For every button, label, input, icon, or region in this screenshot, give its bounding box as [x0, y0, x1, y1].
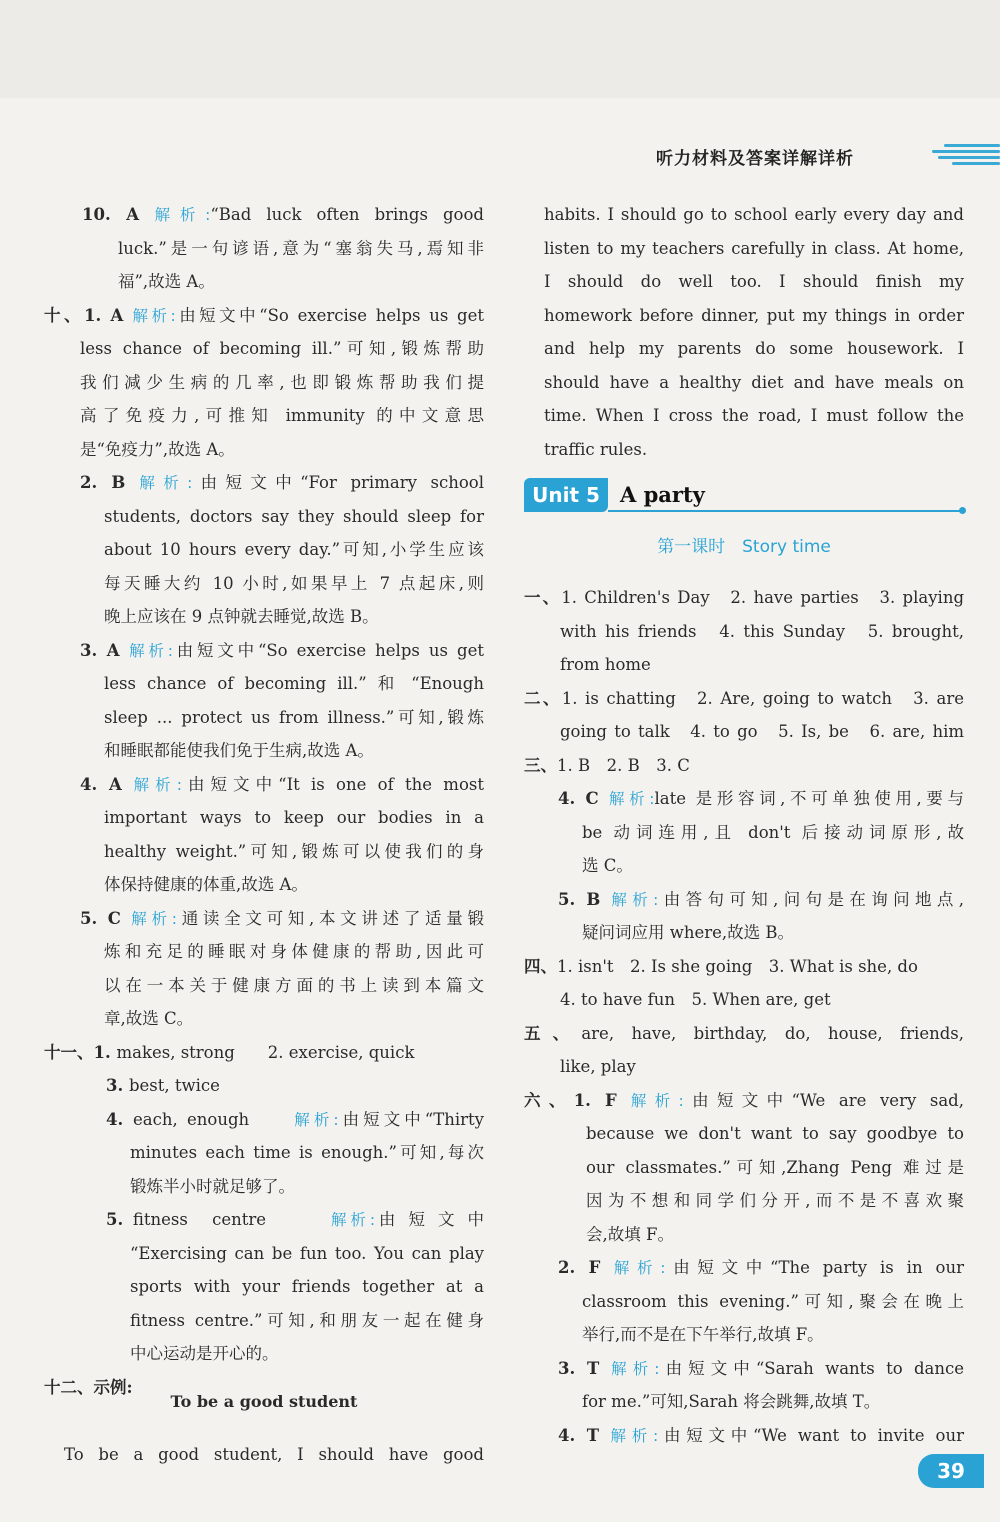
text-line [104, 935, 484, 969]
line-text: 由短文中“So exercise helps us get [172, 640, 484, 660]
line-text: 以在一本关于健康方面的书上读到本篇文 [104, 975, 484, 995]
line-text: 由短文中“We want to invite our [658, 1425, 965, 1445]
line-text: important ways to keep our bodies in a [104, 808, 484, 827]
analysis-label: 解析: [611, 890, 659, 909]
text-line [106, 1103, 484, 1137]
item-number: 3. [106, 1076, 129, 1095]
line-text: fitness centre.”可知,和朋友一起在健身 [130, 1310, 484, 1330]
line-text: late 是形容词,不可单独使用,要与 [654, 789, 964, 808]
text-line [544, 433, 964, 467]
line-text: 炼和充足的睡眠对身体健康的帮助,因此可 [104, 942, 484, 961]
analysis-label: 解析: [294, 1110, 339, 1129]
text-line [524, 682, 964, 716]
line-text: 章,故选 C。 [104, 1009, 194, 1028]
text-line [130, 1170, 484, 1204]
analysis-label: 解析: [133, 775, 182, 794]
line-text: 因为不想和同学们分开,而不是不喜欢聚 [586, 1191, 964, 1210]
text-line [558, 782, 964, 816]
line-text: 1. isn't 2. Is she going 3. What is she, do [557, 956, 918, 976]
text-line [80, 399, 484, 433]
analysis-label: 解析: [139, 474, 193, 492]
line-text: 由短文中“The party is in our [665, 1258, 964, 1277]
text-line [118, 265, 484, 299]
line-text: “Bad luck often brings good [210, 205, 484, 224]
text-line [104, 734, 484, 768]
line-text: with his friends 4. this Sunday 5. brought, [560, 621, 964, 641]
item-number: 2. B [80, 473, 140, 492]
line-text: 选 C。 [582, 856, 633, 875]
text-line [560, 615, 964, 649]
header-stripes-decoration [930, 140, 1000, 172]
text-line [104, 667, 484, 701]
line-text: like, play [560, 1057, 636, 1076]
text-line [104, 600, 484, 634]
text-line [104, 969, 484, 1003]
text-line [130, 1304, 484, 1338]
text-line [558, 1251, 964, 1285]
line-text: 锻炼半小时就足够了。 [130, 1176, 295, 1196]
lesson-title: 第一课时 Story time [657, 537, 831, 557]
line-text: should have a healthy diet and have meals on [544, 372, 964, 392]
analysis-label: 解析: [609, 790, 655, 808]
line-text: our classmates.”可知,Zhang Peng 难过是 [586, 1157, 964, 1177]
text-line [80, 768, 484, 802]
line-text: because we don't want to say goodbye to [586, 1124, 964, 1143]
text-line [80, 366, 484, 400]
text-line [104, 533, 484, 567]
line-text: 1. B 2. B 3. C [557, 755, 690, 775]
line-text: To be a good student, I should have good [64, 1444, 484, 1464]
analysis-label: 解析: [611, 1359, 660, 1378]
analysis-label: 解析: [132, 306, 176, 325]
item-number: 1. A [83, 305, 133, 325]
line-text: 福”,故选 A。 [118, 272, 215, 291]
text-line [586, 1218, 964, 1252]
line-text: 由短文中“It is one of the most [181, 774, 484, 794]
text-line [560, 1050, 964, 1084]
text-line [544, 332, 964, 366]
line-text: and help my parents do some housework. I [544, 339, 964, 358]
text-line [524, 749, 964, 783]
text-line [586, 1184, 964, 1218]
line-text: 由短文中“For primary school [192, 473, 484, 492]
section-marker: 六、 [524, 1090, 574, 1110]
text-line [80, 332, 484, 366]
text-line [582, 1285, 964, 1319]
line-text: best, twice [128, 1076, 220, 1095]
analysis-label: 解析: [610, 1426, 659, 1445]
item-number: 2. F [558, 1258, 614, 1277]
item-number: 3. A [80, 640, 130, 660]
section-marker: 四、 [524, 956, 557, 976]
line-text: homework before dinner, put my things in order [544, 305, 964, 325]
analysis-label: 解析: [131, 909, 177, 928]
text-line [582, 1318, 964, 1352]
unit-badge: Unit 5 [524, 478, 608, 512]
text-line [104, 701, 484, 735]
section-marker: 十、 [44, 305, 84, 325]
line-text: 是“免疫力”,故选 A。 [80, 439, 235, 459]
text-line [44, 1036, 484, 1070]
unit-rule-dot [959, 507, 966, 514]
item-number: 5. B [558, 889, 612, 909]
section-marker: 十一、 [44, 1042, 94, 1062]
text-line [64, 1438, 484, 1472]
line-text: sports with your friends together at a [130, 1277, 484, 1296]
item-number: 1. F [573, 1090, 631, 1110]
item-number: 3. T [558, 1358, 612, 1378]
text-line [118, 232, 484, 266]
text-line [80, 634, 484, 668]
text-line [524, 1084, 964, 1118]
line-text: 示例: [93, 1377, 133, 1397]
line-text: time. When I cross the road, I must follow the [544, 406, 964, 425]
line-text: 4. to have fun 5. When are, get [560, 990, 831, 1009]
line-text: sleep ... protect us from illness.”可知,锻炼 [104, 707, 484, 727]
section-marker: 十二、 [44, 1377, 94, 1397]
line-text: traffic rules. [544, 439, 648, 459]
line-text: classroom this evening.”可知,聚会在晚上 [582, 1291, 964, 1311]
line-text: luck.”是一句谚语,意为“塞翁失马,焉知非 [118, 238, 484, 258]
item-number: 4. A [80, 774, 134, 794]
line-text: 和睡眠都能使我们免于生病,故选 A。 [104, 741, 374, 760]
text-line [82, 198, 484, 232]
text-line [558, 1419, 964, 1453]
line-text: 由短文中“Sarah wants to dance [659, 1358, 964, 1378]
section-marker: 五、 [524, 1023, 582, 1043]
text-line [582, 849, 964, 883]
line-text: makes, strong 2. exercise, quick [116, 1042, 415, 1062]
line-text: 1. Children's Day 2. have parties 3. playing [561, 588, 965, 607]
text-line [80, 433, 484, 467]
text-line [130, 1237, 484, 1271]
text-line [524, 581, 964, 615]
line-text: 1. is chatting 2. Are, going to watch 3. are [561, 688, 965, 708]
line-text: 中心运动是开心的。 [130, 1344, 279, 1363]
text-line [106, 1069, 484, 1103]
unit-heading [524, 476, 964, 516]
text-line [544, 265, 964, 299]
line-text: 高了免疫力,可推知 immunity 的中文意思 [80, 406, 484, 425]
line-text: be 动词连用,且 don't 后接动词原形,故 [582, 822, 964, 842]
text-line [544, 299, 964, 333]
item-number: 10. A [82, 205, 155, 224]
unit-title: A party [620, 482, 705, 507]
text-line [586, 1117, 964, 1151]
line-text: 会,故填 F。 [586, 1224, 674, 1244]
line-text: each, enough [133, 1109, 295, 1129]
item-number: 4. C [558, 789, 610, 808]
text-line [582, 1385, 964, 1419]
line-text: are, have, birthday, do, house, friends, [581, 1023, 964, 1043]
line-text: about 10 hours every day.”可知,小学生应该 [104, 540, 484, 559]
text-line [80, 466, 484, 500]
item-number: 5. C [80, 908, 132, 928]
item-number: 1. [93, 1042, 117, 1062]
line-text: 由短文中“So exercise helps us get [175, 305, 484, 325]
unit-rule [608, 510, 964, 512]
text-line [44, 299, 484, 333]
text-line [106, 1203, 484, 1237]
line-text: 由 短 文 中 [375, 1210, 484, 1229]
line-text: 举行,而不是在下午举行,故填 F。 [582, 1325, 824, 1344]
text-line [80, 902, 484, 936]
line-text: less chance of becoming ill.”可知,锻炼帮助 [80, 339, 484, 358]
text-line [582, 916, 964, 950]
page-number: 39 [918, 1454, 984, 1488]
essay-title: To be a good student [170, 1392, 358, 1411]
line-text: 我们减少生病的几率,也即锻炼帮助我们提 [80, 372, 484, 392]
text-line [104, 1002, 484, 1036]
line-text: 每天睡大约 10 小时,如果早上 7 点起床,则 [104, 573, 484, 593]
analysis-label: 解析: [154, 206, 211, 224]
line-text: I should do well too. I should finish my [544, 272, 964, 291]
line-text: healthy weight.”可知,锻炼可以使我们的身 [104, 841, 484, 861]
line-text: listen to my teachers carefully in class. At home, [544, 238, 964, 258]
text-line [544, 399, 964, 433]
analysis-label: 解析: [129, 641, 173, 660]
line-text: 由短文中“We are very sad, [683, 1090, 964, 1110]
line-text: habits. I should go to school early every day and [544, 205, 964, 224]
text-line [104, 868, 484, 902]
line-text: 晚上应该在 9 点钟就去睡觉,故选 B。 [104, 607, 379, 626]
section-marker: 三、 [524, 755, 557, 775]
text-line [558, 883, 964, 917]
text-line [104, 801, 484, 835]
line-text: going to talk 4. to go 5. Is, be 6. are, him [560, 722, 964, 741]
text-line [558, 1352, 964, 1386]
section-marker: 二、 [524, 688, 562, 708]
text-line [560, 648, 964, 682]
item-number: 5. [106, 1210, 133, 1229]
line-text: 由短文中“Thirty [338, 1109, 484, 1129]
text-line [130, 1337, 484, 1371]
line-text: fitness centre [132, 1210, 332, 1229]
line-text: less chance of becoming ill.” 和 “Enough [104, 674, 484, 693]
item-number: 4. [106, 1109, 134, 1129]
text-line [130, 1136, 484, 1170]
text-line [104, 835, 484, 869]
text-line [582, 816, 964, 850]
scan-top-band [0, 0, 1000, 98]
line-text: 通读全文可知,本文讲述了适量锻 [176, 908, 484, 928]
analysis-label: 解析: [613, 1259, 666, 1277]
text-line [544, 198, 964, 232]
line-text: 由答句可知,问句是在询问地点, [658, 889, 964, 909]
text-line [586, 1151, 964, 1185]
line-text: 体保持健康的体重,故选 A。 [104, 875, 308, 894]
text-line [104, 500, 484, 534]
line-text: “Exercising can be fun too. You can play [130, 1243, 484, 1263]
text-line [560, 983, 964, 1017]
line-text: students, doctors say they should sleep for [104, 506, 484, 526]
line-text: 疑问词应用 where,故选 B。 [582, 923, 795, 942]
text-line [544, 232, 964, 266]
text-line [130, 1270, 484, 1304]
line-text: minutes each time is enough.”可知,每次 [130, 1143, 484, 1162]
text-line [104, 567, 484, 601]
text-line [560, 715, 964, 749]
line-text: for me.”可知,Sarah 将会跳舞,故填 T。 [582, 1392, 881, 1411]
line-text: from home [560, 655, 651, 674]
text-line [524, 950, 964, 984]
running-header: 听力材料及答案详解详析 [656, 149, 854, 169]
analysis-label: 解析: [331, 1211, 376, 1229]
analysis-label: 解析: [630, 1091, 684, 1110]
section-marker: 一、 [524, 588, 562, 607]
item-number: 4. T [558, 1425, 611, 1445]
text-line [524, 1017, 964, 1051]
text-line [544, 366, 964, 400]
